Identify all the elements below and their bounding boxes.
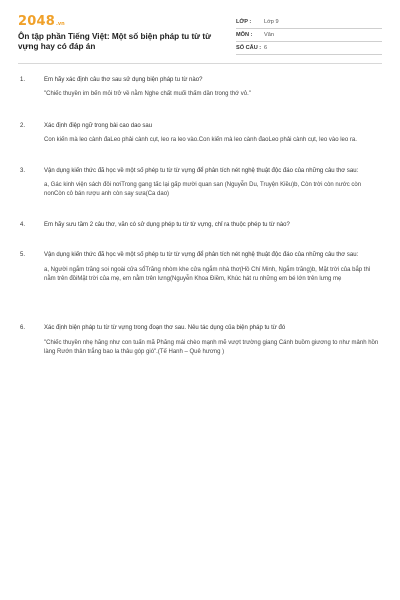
question-item xyxy=(18,251,382,284)
question-item xyxy=(18,76,382,100)
meta-key: SỐ CÂU : xyxy=(236,45,262,51)
meta-row-count xyxy=(236,42,382,55)
logo-text: 2048 xyxy=(18,14,55,29)
question-body xyxy=(44,251,379,284)
question-item xyxy=(18,324,382,357)
header-divider xyxy=(18,63,382,64)
question-number: 6. xyxy=(20,325,26,332)
question-body xyxy=(44,76,379,100)
question-text: Em hãy xác định câu thơ sau sử dụng biện pháp tu từ nào? xyxy=(44,77,203,83)
meta-key: LỚP : xyxy=(236,19,252,25)
question-body xyxy=(44,324,379,357)
page-title: Ôn tập phần Tiếng Việt: Một số biện pháp tu từ từ vựng hay có đáp án xyxy=(18,32,212,51)
question-text: Em hãy sưu tầm 2 câu thơ, văn có sử dụng phép tu từ từ vựng, chỉ ra thuộc phép tu từ nào? xyxy=(44,221,290,228)
question-excerpt: "Chiếc thuyền im bến mỏi trở về nằm Nghe chất muối thấm dần trong thớ vỏ." xyxy=(44,91,251,98)
question-item xyxy=(18,167,382,200)
question-text: Xác định biện pháp tu từ từ vựng trong đoạn thơ sau. Nêu tác dụng của biện pháp tu từ đó xyxy=(44,325,286,332)
site-logo[interactable] xyxy=(18,14,233,29)
question-number: 2. xyxy=(20,122,26,129)
meta-table xyxy=(236,16,382,55)
question-number: 1. xyxy=(20,77,26,83)
meta-row-subject xyxy=(236,29,382,42)
question-excerpt: "Chiếc thuyền nhẹ hăng như con tuấn mã Phăng mái chèo mạnh mẽ vượt trường giang Cánh buồm giương to như mảnh hồn làng Rướn thân trắng bao la thâu góp gió".(Tế Hanh – Quê hương ) xyxy=(44,339,379,356)
worksheet-header xyxy=(18,14,382,55)
question-item xyxy=(18,221,382,230)
question-item xyxy=(18,122,382,146)
question-excerpt: a, Người ngắm trăng soi ngoài cửa sổTrăng nhòm khe cửa ngắm nhà thơ(Hồ Chí Minh, Ngắm trăng)b, Mặt trời của bắp thì nằm trên đồiMặt trời của mẹ, em nằm trên lưng(Nguyễn Khoa Điềm, Khúc hát ru những em bé lớn trên lưng mẹ xyxy=(44,266,371,283)
question-number: 4. xyxy=(20,221,26,228)
meta-value: Văn xyxy=(264,32,274,38)
logo-suffix: .vn xyxy=(55,21,65,27)
question-number: 3. xyxy=(20,167,26,174)
question-excerpt: Con kiến mà leo cành đaLeo phải cành cụt, leo ra leo vào.Con kiến mà leo cành đaoLeo phải cành cụt, leo vào leo ra. xyxy=(44,137,357,144)
question-text: Xác định điệp ngữ trong bài cao dao sau xyxy=(44,122,153,129)
question-text: Vận dụng kiến thức đã học về một số phép tu từ từ vựng để phân tích nét nghệ thuật độc đáo của những câu thơ sau: xyxy=(44,252,359,259)
question-body xyxy=(44,221,379,230)
meta-value: Lớp 9 xyxy=(264,19,279,25)
question-excerpt: a, Gác kinh viện sách đôi nơiTrong gang tấc lại gấp mười quan san (Nguyễn Du, Truyện Kiều)b, Còn trời còn nước còn nonCòn cô bán rượu anh còn say sưa(Ca dao) xyxy=(44,182,362,198)
question-number: 5. xyxy=(20,252,26,259)
meta-key: MÔN : xyxy=(236,32,253,38)
question-list xyxy=(18,76,382,358)
question-body xyxy=(44,167,379,200)
question-body xyxy=(44,122,379,146)
title-block xyxy=(18,14,233,52)
meta-row-class xyxy=(236,16,382,29)
question-text: Vận dụng kiến thức đã học về một số phép tu từ từ vựng để phân tích nét nghệ thuật độc đáo của những câu thơ sau: xyxy=(44,167,359,174)
meta-value: 6 xyxy=(264,45,268,51)
